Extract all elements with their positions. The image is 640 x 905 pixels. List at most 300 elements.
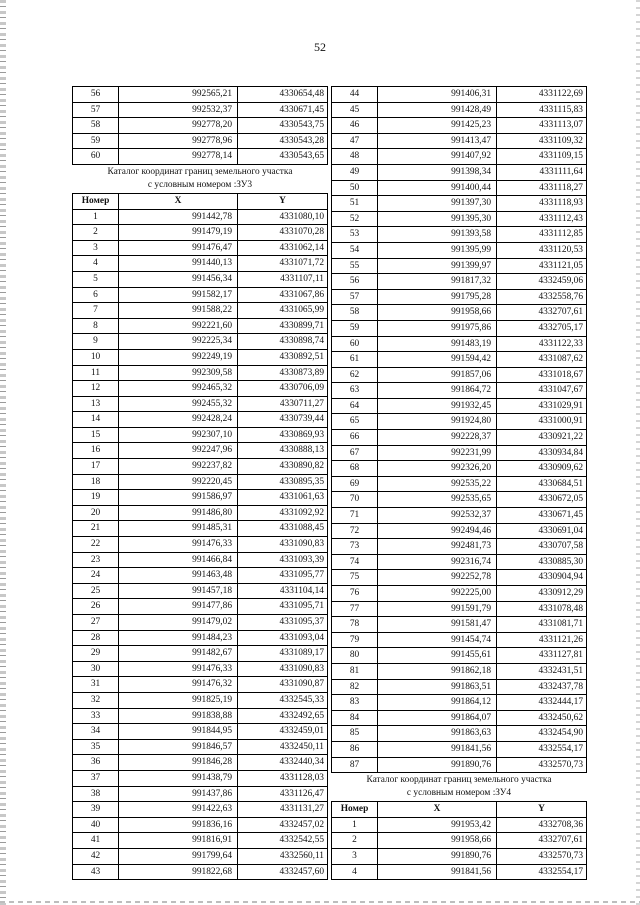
- coord-x: 991398,34: [378, 164, 497, 180]
- point-number: 71: [332, 508, 378, 524]
- coord-y: 4332457,60: [238, 864, 328, 880]
- coord-x: 991924,80: [378, 414, 497, 430]
- table-row: [332, 508, 587, 524]
- point-number: 7: [73, 303, 119, 319]
- coord-x: 991588,22: [119, 303, 238, 319]
- table-row: [332, 695, 587, 711]
- coord-x: 991844,95: [119, 724, 238, 740]
- coord-x: 991456,34: [119, 271, 238, 287]
- point-number: 34: [73, 724, 119, 740]
- coord-y: 4330890,82: [238, 459, 328, 475]
- coord-y: 4331065,99: [238, 303, 328, 319]
- point-number: 43: [73, 864, 119, 880]
- coord-y: 4330885,30: [497, 554, 587, 570]
- coord-x: 991477,86: [119, 599, 238, 615]
- coord-y: 4331113,07: [497, 118, 587, 134]
- point-number: 65: [332, 414, 378, 430]
- coord-x: 991953,42: [378, 817, 497, 833]
- table-row: [332, 102, 587, 118]
- coord-x: 991476,33: [119, 661, 238, 677]
- table-row: [332, 211, 587, 227]
- point-number: 42: [73, 848, 119, 864]
- coord-y: 4331080,10: [238, 209, 328, 225]
- coord-x: 991591,79: [378, 601, 497, 617]
- coord-x: 992220,45: [119, 474, 238, 490]
- point-number: 69: [332, 476, 378, 492]
- table-row: [332, 679, 587, 695]
- coord-y: 4331112,85: [497, 227, 587, 243]
- scan-edge-right: [636, 0, 640, 905]
- header-x: X: [119, 193, 238, 209]
- table-row: [73, 490, 328, 506]
- coord-y: 4331090,87: [238, 677, 328, 693]
- point-number: 60: [73, 149, 119, 165]
- coord-x: 991476,32: [119, 677, 238, 693]
- table-row: [332, 833, 587, 849]
- point-number: 6: [73, 287, 119, 303]
- coord-y: 4332542,55: [238, 833, 328, 849]
- table-row: [332, 586, 587, 602]
- coord-x: 992778,96: [119, 133, 238, 149]
- coord-y: 4332705,17: [497, 320, 587, 336]
- table-row: [73, 708, 328, 724]
- coord-x: 991581,47: [378, 617, 497, 633]
- point-number: 74: [332, 554, 378, 570]
- point-number: 57: [73, 102, 119, 118]
- table-row: [332, 554, 587, 570]
- table-row: [332, 663, 587, 679]
- coord-x: 992494,46: [378, 523, 497, 539]
- table-row: [73, 118, 328, 134]
- point-number: 2: [332, 833, 378, 849]
- coord-y: 4332558,76: [497, 289, 587, 305]
- point-number: 8: [73, 318, 119, 334]
- point-number: 23: [73, 552, 119, 568]
- coord-x: 991454,74: [378, 632, 497, 648]
- coord-y: 4332560,11: [238, 848, 328, 864]
- coord-x: 991864,12: [378, 695, 497, 711]
- table-row: [73, 365, 328, 381]
- coord-y: 4332707,61: [497, 833, 587, 849]
- table-row: [332, 274, 587, 290]
- point-number: 50: [332, 180, 378, 196]
- coord-x: 991857,06: [378, 367, 497, 383]
- table-row: [332, 227, 587, 243]
- point-number: 29: [73, 646, 119, 662]
- point-number: 2: [73, 225, 119, 241]
- table-row: [73, 349, 328, 365]
- coord-x: 991825,19: [119, 692, 238, 708]
- coord-y: 4332450,11: [238, 739, 328, 755]
- coord-y: 4331107,11: [238, 271, 328, 287]
- coord-x: 991863,63: [378, 726, 497, 742]
- table-row: [332, 305, 587, 321]
- table-row: [332, 726, 587, 742]
- point-number: 60: [332, 336, 378, 352]
- coord-x: 991863,51: [378, 679, 497, 695]
- coord-x: 991479,02: [119, 615, 238, 631]
- table-row: [73, 334, 328, 350]
- table-row: [73, 692, 328, 708]
- point-number: 18: [73, 474, 119, 490]
- coord-x: 991816,91: [119, 833, 238, 849]
- table-row: [73, 848, 328, 864]
- coord-y: 4331093,04: [238, 630, 328, 646]
- point-number: 51: [332, 196, 378, 212]
- table-zu3-continuation: [331, 86, 587, 773]
- coord-x: 991413,47: [378, 133, 497, 149]
- coord-x: 992316,74: [378, 554, 497, 570]
- coord-x: 991400,44: [378, 180, 497, 196]
- point-number: 3: [73, 240, 119, 256]
- point-number: 53: [332, 227, 378, 243]
- coord-y: 4332570,73: [497, 848, 587, 864]
- coord-y: 4331104,14: [238, 583, 328, 599]
- coord-y: 4331088,45: [238, 521, 328, 537]
- coord-x: 991428,49: [378, 102, 497, 118]
- point-number: 22: [73, 537, 119, 553]
- coord-y: 4330912,29: [497, 586, 587, 602]
- point-number: 47: [332, 133, 378, 149]
- point-number: 13: [73, 396, 119, 412]
- header-number: Номер: [332, 802, 378, 818]
- point-number: 59: [73, 133, 119, 149]
- table-row: [73, 443, 328, 459]
- coord-x: 991437,86: [119, 786, 238, 802]
- coord-y: 4330543,75: [238, 118, 328, 134]
- point-number: 84: [332, 710, 378, 726]
- table-row: [73, 474, 328, 490]
- coord-y: 4330873,89: [238, 365, 328, 381]
- coord-x: 991836,16: [119, 817, 238, 833]
- coord-y: 4330654,48: [238, 87, 328, 103]
- point-number: 63: [332, 383, 378, 399]
- coord-y: 4331087,62: [497, 352, 587, 368]
- catalog-caption-zu3: [72, 165, 328, 193]
- coord-y: 4332570,73: [497, 757, 587, 773]
- table-row: [332, 289, 587, 305]
- coord-y: 4332457,02: [238, 817, 328, 833]
- table-row: [332, 632, 587, 648]
- table-row: [73, 396, 328, 412]
- coord-x: 991864,72: [378, 383, 497, 399]
- table-row: [332, 848, 587, 864]
- coord-x: 991466,84: [119, 552, 238, 568]
- point-number: 25: [73, 583, 119, 599]
- scan-edge-bottom: [0, 901, 640, 903]
- table-body: [73, 209, 328, 880]
- coord-y: 4330707,58: [497, 539, 587, 555]
- coord-x: 991463,48: [119, 568, 238, 584]
- point-number: 55: [332, 258, 378, 274]
- coord-x: 992778,14: [119, 149, 238, 165]
- table-row: [73, 133, 328, 149]
- coord-x: 992237,82: [119, 459, 238, 475]
- table-row: [73, 739, 328, 755]
- table-row: [332, 414, 587, 430]
- coord-y: 4332707,61: [497, 305, 587, 321]
- table-row: [73, 521, 328, 537]
- point-number: 27: [73, 615, 119, 631]
- point-number: 83: [332, 695, 378, 711]
- coord-x: 992465,32: [119, 381, 238, 397]
- table-row: [73, 755, 328, 771]
- table-row: [73, 459, 328, 475]
- coord-y: 4331029,91: [497, 398, 587, 414]
- table-row: [73, 677, 328, 693]
- table-row: [332, 149, 587, 165]
- table-row: [73, 303, 328, 319]
- table-row: [73, 412, 328, 428]
- point-number: 40: [73, 817, 119, 833]
- coord-x: 992535,22: [378, 476, 497, 492]
- coord-x: 991846,57: [119, 739, 238, 755]
- table-row: [332, 570, 587, 586]
- coord-y: 4332454,90: [497, 726, 587, 742]
- point-number: 77: [332, 601, 378, 617]
- coord-x: 991890,76: [378, 757, 497, 773]
- coord-x: 991799,64: [119, 848, 238, 864]
- table-row: [73, 615, 328, 631]
- point-number: 41: [73, 833, 119, 849]
- coord-y: 4332444,17: [497, 695, 587, 711]
- point-number: 80: [332, 648, 378, 664]
- coord-x: 991838,88: [119, 708, 238, 724]
- coord-x: 991841,56: [378, 864, 497, 880]
- point-number: 44: [332, 87, 378, 103]
- coord-y: 4331120,53: [497, 242, 587, 258]
- coord-x: 991890,76: [378, 848, 497, 864]
- coord-x: 991442,78: [119, 209, 238, 225]
- table-row: [332, 430, 587, 446]
- coord-y: 4330711,27: [238, 396, 328, 412]
- coord-y: 4331112,43: [497, 211, 587, 227]
- point-number: 32: [73, 692, 119, 708]
- table-row: [332, 367, 587, 383]
- coord-y: 4332431,51: [497, 663, 587, 679]
- coord-x: 992247,96: [119, 443, 238, 459]
- coord-x: 991425,23: [378, 118, 497, 134]
- coord-x: 991393,58: [378, 227, 497, 243]
- point-number: 76: [332, 586, 378, 602]
- coord-x: 991479,19: [119, 225, 238, 241]
- coord-x: 992228,37: [378, 430, 497, 446]
- point-number: 85: [332, 726, 378, 742]
- table-row: [73, 427, 328, 443]
- table-row: [73, 381, 328, 397]
- table-row: [332, 817, 587, 833]
- left-column: [72, 86, 328, 880]
- coord-x: 992778,20: [119, 118, 238, 134]
- coord-y: 4330691,04: [497, 523, 587, 539]
- coord-y: 4331093,39: [238, 552, 328, 568]
- table-row: [332, 476, 587, 492]
- table-row: [73, 770, 328, 786]
- point-number: 64: [332, 398, 378, 414]
- table-row: [332, 710, 587, 726]
- table-row: [73, 102, 328, 118]
- coord-x: 991397,30: [378, 196, 497, 212]
- coord-y: 4331111,64: [497, 164, 587, 180]
- table-zu4: [331, 801, 587, 880]
- coord-x: 992307,10: [119, 427, 238, 443]
- scan-edge-left: [0, 0, 6, 905]
- coord-y: 4330739,44: [238, 412, 328, 428]
- coord-y: 4331000,91: [497, 414, 587, 430]
- header-x: X: [378, 802, 497, 818]
- coord-y: 4331092,92: [238, 505, 328, 521]
- coord-x: 991817,32: [378, 274, 497, 290]
- coord-x: 992455,32: [119, 396, 238, 412]
- coord-y: 4330671,45: [497, 508, 587, 524]
- table-row: [73, 318, 328, 334]
- coord-y: 4332440,34: [238, 755, 328, 771]
- coord-x: 991395,30: [378, 211, 497, 227]
- point-number: 24: [73, 568, 119, 584]
- coord-y: 4331121,26: [497, 632, 587, 648]
- coord-x: 991476,47: [119, 240, 238, 256]
- point-number: 14: [73, 412, 119, 428]
- coord-x: 991395,99: [378, 242, 497, 258]
- coord-y: 4332708,36: [497, 817, 587, 833]
- point-number: 31: [73, 677, 119, 693]
- table-row: [332, 352, 587, 368]
- coord-x: 991455,61: [378, 648, 497, 664]
- point-number: 4: [332, 864, 378, 880]
- coord-y: 4331128,03: [238, 770, 328, 786]
- table-row: [73, 646, 328, 662]
- coord-y: 4330895,35: [238, 474, 328, 490]
- point-number: 67: [332, 445, 378, 461]
- point-number: 35: [73, 739, 119, 755]
- header-number: Номер: [73, 193, 119, 209]
- point-number: 56: [332, 274, 378, 290]
- coord-y: 4330671,45: [238, 102, 328, 118]
- point-number: 17: [73, 459, 119, 475]
- table-row: [332, 133, 587, 149]
- coord-x: 992428,24: [119, 412, 238, 428]
- point-number: 48: [332, 149, 378, 165]
- point-number: 15: [73, 427, 119, 443]
- point-number: 56: [73, 87, 119, 103]
- table-zu3: [72, 193, 328, 880]
- point-number: 61: [332, 352, 378, 368]
- table-row: [332, 87, 587, 103]
- table-row: [332, 461, 587, 477]
- coord-y: 4330672,05: [497, 492, 587, 508]
- coord-y: 4332492,65: [238, 708, 328, 724]
- point-number: 1: [73, 209, 119, 225]
- point-number: 54: [332, 242, 378, 258]
- coord-y: 4332554,17: [497, 741, 587, 757]
- table-row: [73, 287, 328, 303]
- coord-x: 991457,18: [119, 583, 238, 599]
- table-row: [332, 383, 587, 399]
- table-row: [332, 196, 587, 212]
- table-row: [73, 271, 328, 287]
- coord-x: 991407,92: [378, 149, 497, 165]
- point-number: 26: [73, 599, 119, 615]
- table-row: [332, 164, 587, 180]
- coord-y: 4331089,17: [238, 646, 328, 662]
- table-row: [332, 539, 587, 555]
- point-number: 57: [332, 289, 378, 305]
- coord-x: 991582,17: [119, 287, 238, 303]
- coord-y: 4330888,13: [238, 443, 328, 459]
- point-number: 5: [73, 271, 119, 287]
- point-number: 39: [73, 802, 119, 818]
- table-row: [73, 256, 328, 272]
- table-row: [332, 617, 587, 633]
- table-row: [73, 209, 328, 225]
- table-row: [73, 661, 328, 677]
- point-number: 11: [73, 365, 119, 381]
- coord-y: 4331115,83: [497, 102, 587, 118]
- coord-y: 4330543,28: [238, 133, 328, 149]
- coord-x: 991422,63: [119, 802, 238, 818]
- point-number: 73: [332, 539, 378, 555]
- coord-y: 4331070,28: [238, 225, 328, 241]
- point-number: 87: [332, 757, 378, 773]
- table-zu2-continuation: [72, 86, 328, 165]
- coord-x: 992309,58: [119, 365, 238, 381]
- coord-y: 4331078,48: [497, 601, 587, 617]
- coord-x: 991795,28: [378, 289, 497, 305]
- coord-x: 991846,28: [119, 755, 238, 771]
- coord-y: 4331118,93: [497, 196, 587, 212]
- table-row: [332, 320, 587, 336]
- table-row: [73, 583, 328, 599]
- coord-y: 4330892,51: [238, 349, 328, 365]
- point-number: 33: [73, 708, 119, 724]
- coord-x: 992231,99: [378, 445, 497, 461]
- point-number: 45: [332, 102, 378, 118]
- coord-x: 991485,31: [119, 521, 238, 537]
- coord-x: 991486,80: [119, 505, 238, 521]
- coord-x: 992565,21: [119, 87, 238, 103]
- table-header-row: [73, 193, 328, 209]
- point-number: 59: [332, 320, 378, 336]
- table-body: [332, 817, 587, 879]
- coord-y: 4330904,94: [497, 570, 587, 586]
- table-row: [73, 833, 328, 849]
- coord-y: 4330706,09: [238, 381, 328, 397]
- coord-y: 4332437,78: [497, 679, 587, 695]
- point-number: 10: [73, 349, 119, 365]
- coord-y: 4331090,83: [238, 537, 328, 553]
- coord-x: 992225,00: [378, 586, 497, 602]
- table-row: [73, 802, 328, 818]
- point-number: 72: [332, 523, 378, 539]
- point-number: 78: [332, 617, 378, 633]
- table-row: [73, 505, 328, 521]
- coord-y: 4331062,14: [238, 240, 328, 256]
- coord-y: 4331121,05: [497, 258, 587, 274]
- coord-y: 4332459,06: [497, 274, 587, 290]
- coord-y: 4330909,62: [497, 461, 587, 477]
- table-row: [73, 225, 328, 241]
- coord-y: 4331095,77: [238, 568, 328, 584]
- coord-x: 992532,37: [378, 508, 497, 524]
- point-number: 75: [332, 570, 378, 586]
- table-row: [332, 741, 587, 757]
- coord-y: 4331127,81: [497, 648, 587, 664]
- point-number: 38: [73, 786, 119, 802]
- coord-x: 991975,86: [378, 320, 497, 336]
- table-row: [73, 552, 328, 568]
- coord-x: 991932,45: [378, 398, 497, 414]
- point-number: 52: [332, 211, 378, 227]
